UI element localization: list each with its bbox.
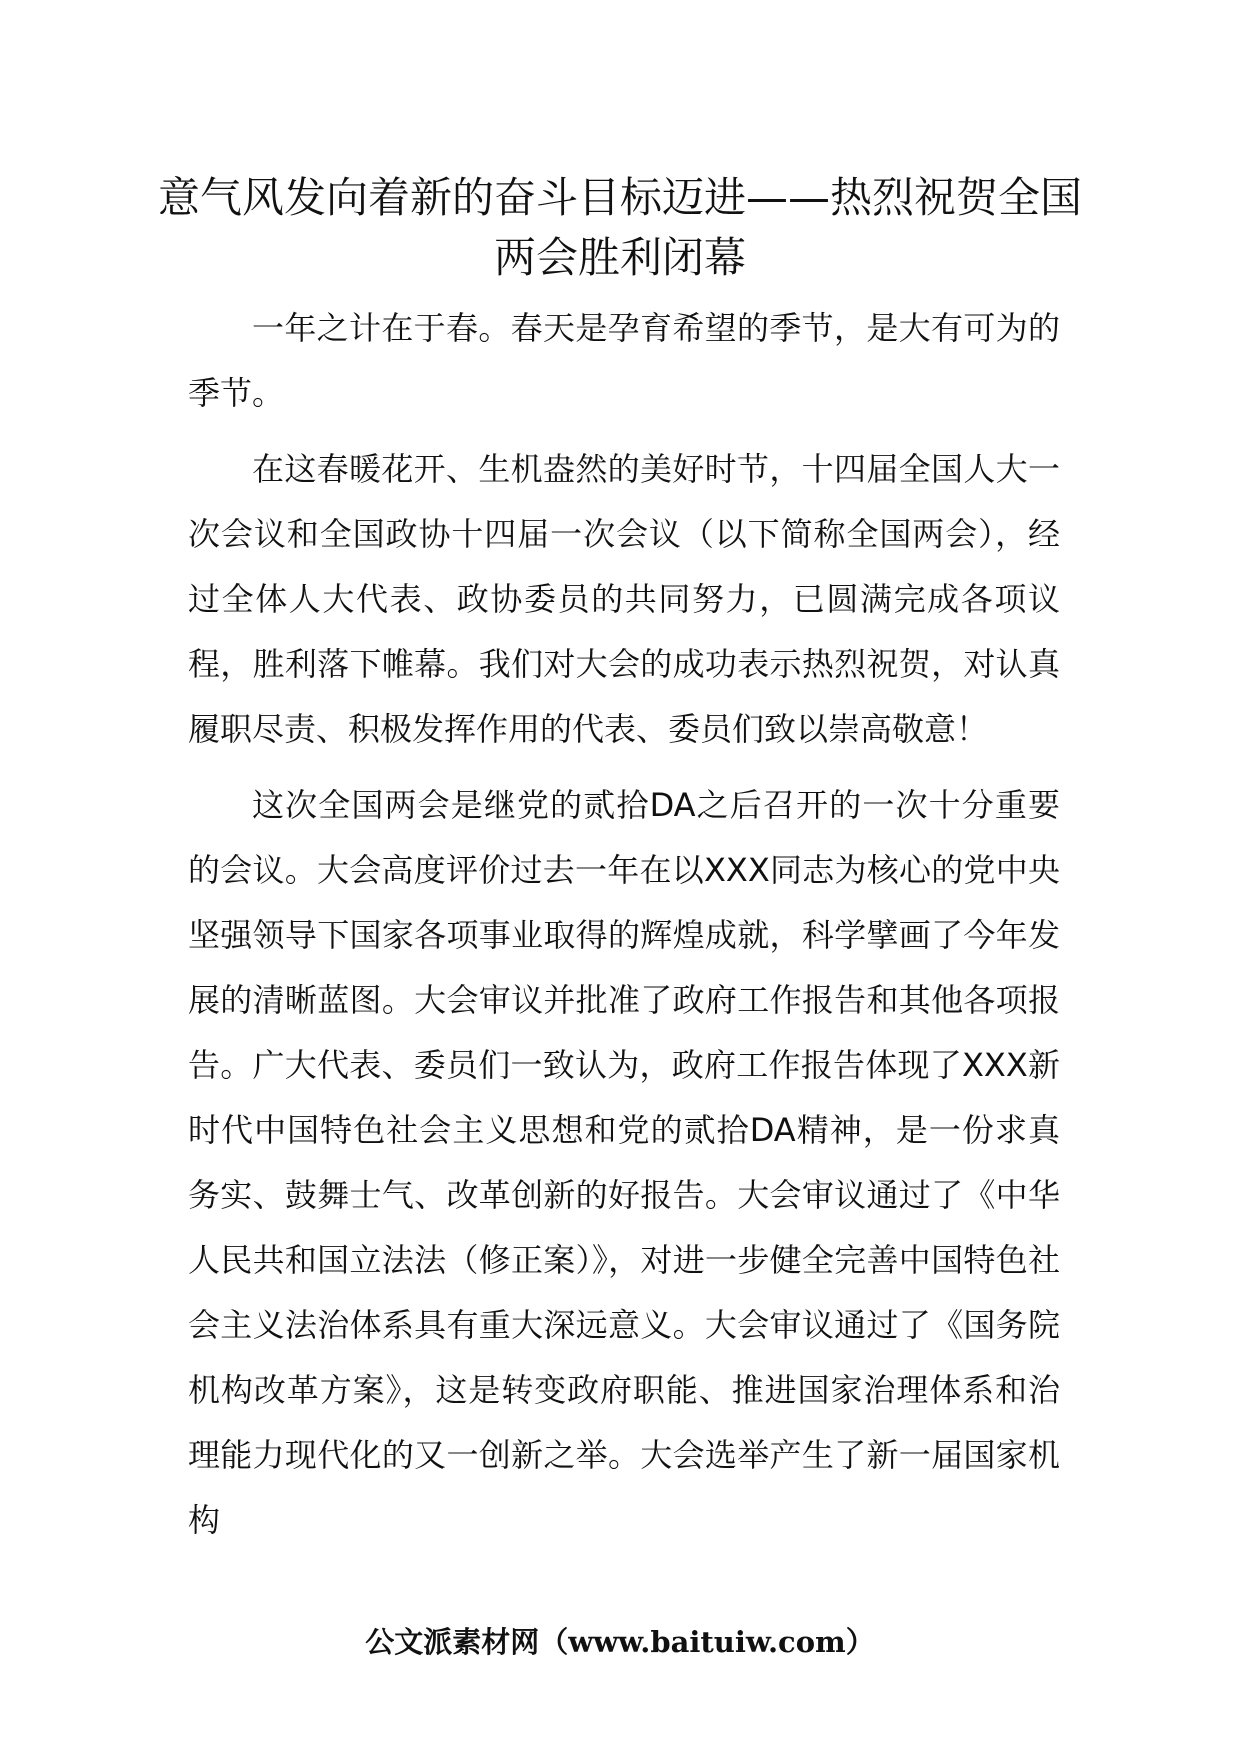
paragraph-3: 这次全国两会是继党的贰拾DA之后召开的一次十分重要的会议。大会高度评价过去一年在以XXX同志为核心的党中央坚强领导下国家各项事业取得的辉煌成就，科学擘画了今年发展的清晰蓝图。大会审议并批准了政府工作报告和其他各项报告。广大代表、委员们一致认为，政府工作报告体现了XXX新时代中国特色社会主义思想和党的贰拾DA精神，是一份求真务实、鼓舞士气、改革创新的好报告。大会审议通过了《中华人民共和国立法法（修正案）》，对进一步健全完善中国特色社会主义法治体系具有重大深远意义。大会审议通过了《国务院机构改革方案》，这是转变政府职能、推进国家治理体系和治理能力现代化的又一创新之举。大会选举产生了新一届国家机构 [188, 786, 1060, 1539]
paragraph-1: 一年之计在于春。春天是孕育希望的季节，是大有可为的季节。 [188, 309, 1060, 412]
document-body [188, 296, 1060, 1564]
document-title: 意气风发向着新的奋斗目标迈进——热烈祝贺全国两会胜利闭幕 [157, 173, 1082, 282]
paragraph-2: 在这春暖花开、生机盎然的美好时节，十四届全国人大一次会议和全国政协十四届一次会议（以下简称全国两会），经过全体人大代表、政协委员的共同努力，已圆满完成各项议程，胜利落下帷幕。我们对大会的成功表示热烈祝贺，对认真履职尽责、积极发挥作用的代表、委员们致以崇高敬意！ [188, 450, 1060, 748]
footer-watermark: 公文派素材网（www.baituiw.com） [365, 1625, 875, 1659]
